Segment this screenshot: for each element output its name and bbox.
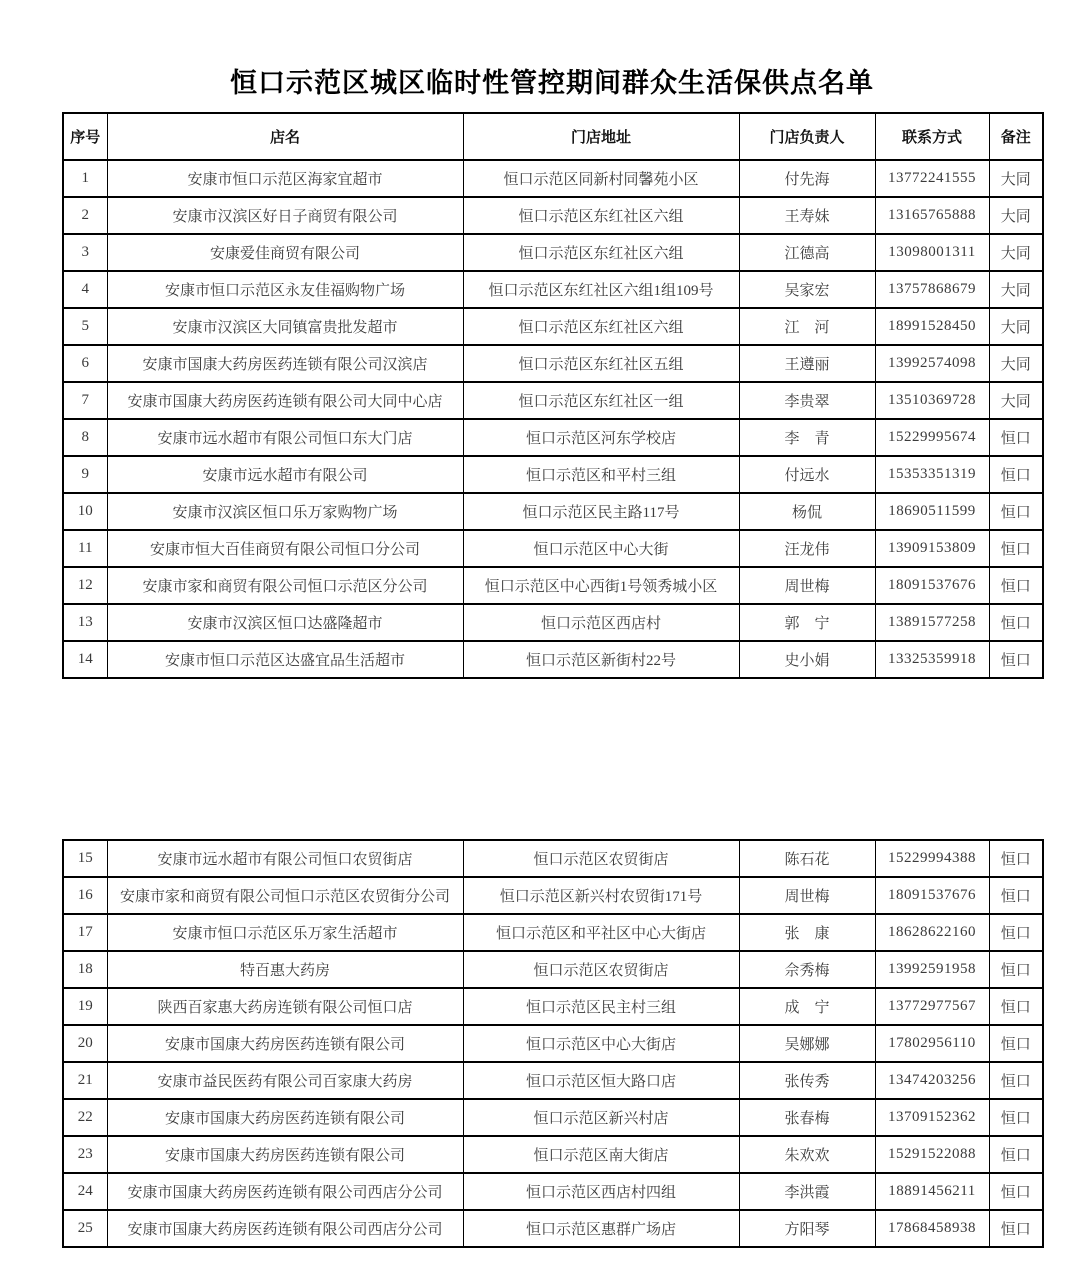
cell-store-manager: 张传秀 (739, 1062, 875, 1099)
cell-store-name: 安康爱佳商贸有限公司 (107, 234, 463, 271)
table-row (63, 160, 1043, 197)
cell-serial-number: 2 (63, 197, 107, 234)
page-break-gap (62, 679, 1042, 839)
cell-serial-number: 10 (63, 493, 107, 530)
cell-remarks: 恒口 (989, 1025, 1043, 1062)
cell-remarks: 大同 (989, 345, 1043, 382)
page-title: 恒口示范区城区临时性管控期间群众生活保供点名单 (230, 68, 874, 98)
cell-serial-number: 22 (63, 1099, 107, 1136)
header-store-address: 门店地址 (463, 113, 739, 160)
cell-store-name: 安康市家和商贸有限公司恒口示范区农贸街分公司 (107, 877, 463, 914)
cell-store-manager: 成 宁 (739, 988, 875, 1025)
cell-serial-number: 23 (63, 1136, 107, 1173)
cell-store-manager: 王寿妹 (739, 197, 875, 234)
cell-remarks: 恒口 (989, 419, 1043, 456)
cell-store-name: 安康市恒口示范区永友佳福购物广场 (107, 271, 463, 308)
cell-store-manager: 周世梅 (739, 567, 875, 604)
cell-serial-number: 21 (63, 1062, 107, 1099)
cell-store-address: 恒口示范区西店村 (463, 604, 739, 641)
cell-remarks: 恒口 (989, 1099, 1043, 1136)
cell-contact: 18091537676 (875, 567, 989, 604)
cell-remarks: 恒口 (989, 1062, 1043, 1099)
cell-store-address: 恒口示范区东红社区一组 (463, 382, 739, 419)
cell-serial-number: 20 (63, 1025, 107, 1062)
cell-store-name: 安康市家和商贸有限公司恒口示范区分公司 (107, 567, 463, 604)
cell-store-name: 安康市国康大药房医药连锁有限公司大同中心店 (107, 382, 463, 419)
cell-contact: 17802956110 (875, 1025, 989, 1062)
cell-contact: 13709152362 (875, 1099, 989, 1136)
cell-store-name: 陕西百家惠大药房连锁有限公司恒口店 (107, 988, 463, 1025)
cell-store-manager: 付远水 (739, 456, 875, 493)
cell-store-address: 恒口示范区中心大街 (463, 530, 739, 567)
cell-serial-number: 16 (63, 877, 107, 914)
cell-contact: 18091537676 (875, 877, 989, 914)
table-row (63, 197, 1043, 234)
cell-serial-number: 5 (63, 308, 107, 345)
cell-store-address: 恒口示范区和平村三组 (463, 456, 739, 493)
cell-serial-number: 6 (63, 345, 107, 382)
table-body-section-2 (63, 840, 1043, 1247)
table-row (63, 1025, 1043, 1062)
header-serial-number: 序号 (63, 113, 107, 160)
cell-store-address: 恒口示范区民主村三组 (463, 988, 739, 1025)
header-remarks: 备注 (989, 113, 1043, 160)
cell-contact: 15291522088 (875, 1136, 989, 1173)
supply-points-table-section-1 (62, 112, 1044, 679)
cell-contact: 17868458938 (875, 1210, 989, 1247)
cell-store-address: 恒口示范区东红社区五组 (463, 345, 739, 382)
cell-store-address: 恒口示范区新街村22号 (463, 641, 739, 678)
cell-contact: 15353351319 (875, 456, 989, 493)
cell-store-name: 安康市国康大药房医药连锁有限公司 (107, 1099, 463, 1136)
cell-contact: 13325359918 (875, 641, 989, 678)
table-row (63, 1136, 1043, 1173)
cell-remarks: 恒口 (989, 988, 1043, 1025)
cell-serial-number: 7 (63, 382, 107, 419)
table-row (63, 951, 1043, 988)
cell-store-name: 安康市远水超市有限公司 (107, 456, 463, 493)
cell-store-manager: 吴家宏 (739, 271, 875, 308)
table-row (63, 641, 1043, 678)
cell-serial-number: 4 (63, 271, 107, 308)
cell-serial-number: 1 (63, 160, 107, 197)
cell-store-name: 安康市恒口示范区海家宜超市 (107, 160, 463, 197)
cell-contact: 18628622160 (875, 914, 989, 951)
cell-store-manager: 王遵丽 (739, 345, 875, 382)
cell-store-address: 恒口示范区中心西街1号领秀城小区 (463, 567, 739, 604)
cell-store-name: 安康市益民医药有限公司百家康大药房 (107, 1062, 463, 1099)
table-row (63, 840, 1043, 877)
table-row (63, 1173, 1043, 1210)
supply-points-table-section-2 (62, 839, 1044, 1248)
cell-store-name: 安康市汉滨区恒口乐万家购物广场 (107, 493, 463, 530)
cell-remarks: 大同 (989, 160, 1043, 197)
table-row (63, 1062, 1043, 1099)
cell-remarks: 恒口 (989, 493, 1043, 530)
cell-store-address: 恒口示范区东红社区六组 (463, 308, 739, 345)
cell-serial-number: 15 (63, 840, 107, 877)
cell-store-address: 恒口示范区和平社区中心大街店 (463, 914, 739, 951)
cell-store-manager: 张 康 (739, 914, 875, 951)
cell-contact: 13510369728 (875, 382, 989, 419)
cell-remarks: 恒口 (989, 456, 1043, 493)
cell-remarks: 大同 (989, 308, 1043, 345)
cell-store-name: 安康市国康大药房医药连锁有限公司西店分公司 (107, 1173, 463, 1210)
cell-store-name: 安康市国康大药房医药连锁有限公司 (107, 1025, 463, 1062)
cell-store-manager: 李贵翠 (739, 382, 875, 419)
cell-serial-number: 18 (63, 951, 107, 988)
table-row (63, 567, 1043, 604)
cell-serial-number: 11 (63, 530, 107, 567)
cell-remarks: 恒口 (989, 877, 1043, 914)
cell-store-manager: 杨侃 (739, 493, 875, 530)
table-row (63, 419, 1043, 456)
cell-store-manager: 郭 宁 (739, 604, 875, 641)
cell-store-manager: 佘秀梅 (739, 951, 875, 988)
cell-contact: 13772241555 (875, 160, 989, 197)
cell-serial-number: 12 (63, 567, 107, 604)
cell-store-manager: 李洪霞 (739, 1173, 875, 1210)
cell-contact: 13757868679 (875, 271, 989, 308)
cell-contact: 13772977567 (875, 988, 989, 1025)
cell-remarks: 恒口 (989, 1136, 1043, 1173)
cell-store-manager: 付先海 (739, 160, 875, 197)
cell-contact: 18891456211 (875, 1173, 989, 1210)
cell-contact: 13992591958 (875, 951, 989, 988)
cell-store-name: 特百惠大药房 (107, 951, 463, 988)
cell-contact: 18690511599 (875, 493, 989, 530)
cell-store-manager: 方阳琴 (739, 1210, 875, 1247)
cell-serial-number: 3 (63, 234, 107, 271)
cell-remarks: 大同 (989, 382, 1043, 419)
cell-serial-number: 9 (63, 456, 107, 493)
cell-serial-number: 13 (63, 604, 107, 641)
cell-store-manager: 陈石花 (739, 840, 875, 877)
table-row (63, 456, 1043, 493)
cell-store-manager: 吴娜娜 (739, 1025, 875, 1062)
cell-store-manager: 周世梅 (739, 877, 875, 914)
cell-store-address: 恒口示范区民主路117号 (463, 493, 739, 530)
cell-store-manager: 张春梅 (739, 1099, 875, 1136)
cell-store-name: 安康市汉滨区好日子商贸有限公司 (107, 197, 463, 234)
cell-store-name: 安康市远水超市有限公司恒口农贸街店 (107, 840, 463, 877)
cell-contact: 13891577258 (875, 604, 989, 641)
table-body-section-1 (63, 160, 1043, 678)
table-row (63, 914, 1043, 951)
table-row (63, 530, 1043, 567)
cell-store-address: 恒口示范区同新村同馨苑小区 (463, 160, 739, 197)
cell-store-name: 安康市国康大药房医药连锁有限公司 (107, 1136, 463, 1173)
cell-store-name: 安康市恒口示范区达盛宜品生活超市 (107, 641, 463, 678)
table-row (63, 345, 1043, 382)
cell-store-name: 安康市恒大百佳商贸有限公司恒口分公司 (107, 530, 463, 567)
cell-contact: 13474203256 (875, 1062, 989, 1099)
header-store-name: 店名 (107, 113, 463, 160)
header-contact: 联系方式 (875, 113, 989, 160)
table-row (63, 877, 1043, 914)
cell-store-name: 安康市汉滨区恒口达盛隆超市 (107, 604, 463, 641)
cell-store-manager: 江 河 (739, 308, 875, 345)
cell-store-name: 安康市国康大药房医药连锁有限公司西店分公司 (107, 1210, 463, 1247)
cell-store-address: 恒口示范区农贸街店 (463, 951, 739, 988)
cell-store-manager: 朱欢欢 (739, 1136, 875, 1173)
cell-serial-number: 25 (63, 1210, 107, 1247)
cell-serial-number: 8 (63, 419, 107, 456)
cell-contact: 13992574098 (875, 345, 989, 382)
cell-store-manager: 史小娟 (739, 641, 875, 678)
cell-remarks: 恒口 (989, 840, 1043, 877)
cell-remarks: 恒口 (989, 1173, 1043, 1210)
table-row (63, 1210, 1043, 1247)
cell-store-name: 安康市远水超市有限公司恒口东大门店 (107, 419, 463, 456)
cell-store-address: 恒口示范区东红社区六组 (463, 234, 739, 271)
table-row (63, 382, 1043, 419)
table-row (63, 1099, 1043, 1136)
cell-store-address: 恒口示范区东红社区六组 (463, 197, 739, 234)
cell-store-name: 安康市国康大药房医药连锁有限公司汉滨店 (107, 345, 463, 382)
table-row (63, 308, 1043, 345)
cell-store-address: 恒口示范区新兴村店 (463, 1099, 739, 1136)
table-row (63, 271, 1043, 308)
cell-serial-number: 19 (63, 988, 107, 1025)
cell-remarks: 恒口 (989, 951, 1043, 988)
cell-remarks: 恒口 (989, 914, 1043, 951)
cell-store-name: 安康市汉滨区大同镇富贵批发超市 (107, 308, 463, 345)
cell-contact: 13165765888 (875, 197, 989, 234)
cell-store-address: 恒口示范区惠群广场店 (463, 1210, 739, 1247)
cell-store-manager: 汪龙伟 (739, 530, 875, 567)
cell-remarks: 大同 (989, 234, 1043, 271)
cell-store-address: 恒口示范区农贸街店 (463, 840, 739, 877)
header-store-manager: 门店负责人 (739, 113, 875, 160)
table-header-row (63, 113, 1043, 160)
cell-store-address: 恒口示范区南大街店 (463, 1136, 739, 1173)
cell-store-address: 恒口示范区河东学校店 (463, 419, 739, 456)
cell-store-address: 恒口示范区东红社区六组1组109号 (463, 271, 739, 308)
cell-contact: 15229995674 (875, 419, 989, 456)
cell-remarks: 恒口 (989, 641, 1043, 678)
cell-store-manager: 江德高 (739, 234, 875, 271)
cell-serial-number: 14 (63, 641, 107, 678)
cell-remarks: 恒口 (989, 567, 1043, 604)
cell-store-address: 恒口示范区新兴村农贸街171号 (463, 877, 739, 914)
cell-store-manager: 李 青 (739, 419, 875, 456)
cell-serial-number: 24 (63, 1173, 107, 1210)
cell-remarks: 恒口 (989, 530, 1043, 567)
table-row (63, 604, 1043, 641)
cell-store-address: 恒口示范区西店村四组 (463, 1173, 739, 1210)
cell-contact: 18991528450 (875, 308, 989, 345)
table-row (63, 988, 1043, 1025)
cell-serial-number: 17 (63, 914, 107, 951)
cell-store-name: 安康市恒口示范区乐万家生活超市 (107, 914, 463, 951)
cell-store-address: 恒口示范区中心大街店 (463, 1025, 739, 1062)
cell-store-address: 恒口示范区恒大路口店 (463, 1062, 739, 1099)
cell-remarks: 恒口 (989, 1210, 1043, 1247)
cell-contact: 13098001311 (875, 234, 989, 271)
table-row (63, 234, 1043, 271)
cell-contact: 13909153809 (875, 530, 989, 567)
cell-remarks: 大同 (989, 197, 1043, 234)
cell-remarks: 大同 (989, 271, 1043, 308)
cell-remarks: 恒口 (989, 604, 1043, 641)
cell-contact: 15229994388 (875, 840, 989, 877)
table-row (63, 493, 1043, 530)
